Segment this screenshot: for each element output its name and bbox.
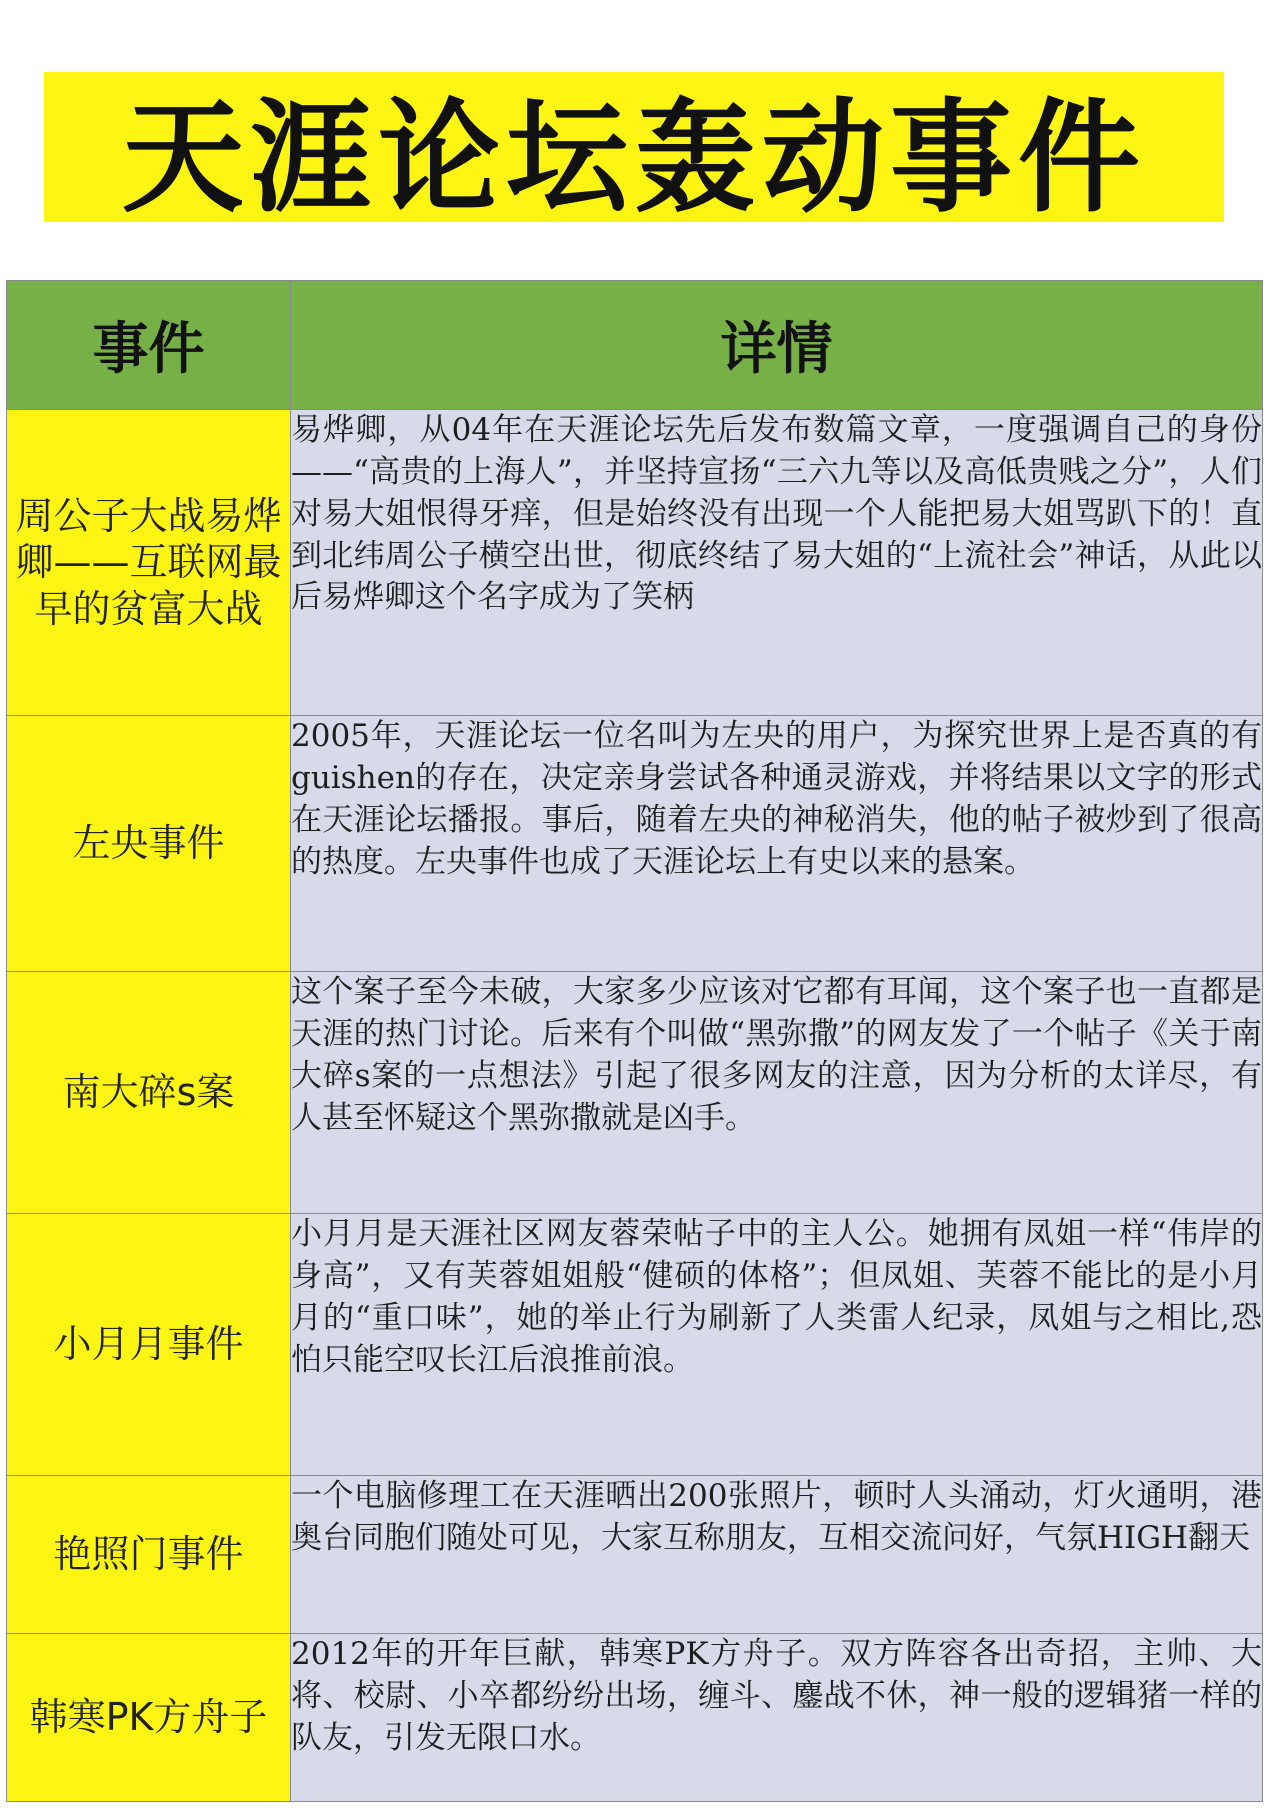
- event-name: 小月月事件: [7, 1214, 291, 1476]
- title-banner: [44, 72, 1224, 229]
- page-title: 天涯论坛轰动事件: [122, 84, 1146, 229]
- event-detail: 这个案子至今未破，大家多少应该对它都有耳闻，这个案子也一直都是天涯的热门讨论。后来有个叫做“黑弥撒”的网友发了一个帖子《关于南大碎s案的一点想法》引起了很多网友的注意，因为分析的太详尽，有人甚至怀疑这个黑弥撒就是凶手。: [291, 972, 1263, 1214]
- event-name: 周公子大战易烨卿——互联网最早的贫富大战: [7, 410, 291, 716]
- event-detail: 小月月是天涯社区网友蓉荣帖子中的主人公。她拥有凤姐一样“伟岸的身高”，又有芙蓉姐姐般“健硕的体格”；但凤姐、芙蓉不能比的是小月月的“重口味”，她的举止行为刷新了人类雷人纪录，凤姐与之相比,恐怕只能空叹长江后浪推前浪。: [291, 1214, 1263, 1476]
- event-detail: 一个电脑修理工在天涯晒出200张照片，顿时人头涌动，灯火通明，港奥台同胞们随处可见，大家互称朋友，互相交流问好，气氛HIGH翻天: [291, 1476, 1263, 1634]
- event-detail: 易烨卿，从04年在天涯论坛先后发布数篇文章，一度强调自己的身份——“高贵的上海人”，并坚持宣扬“三六九等以及高低贵贱之分”，人们对易大姐恨得牙痒，但是始终没有出现一个人能把易大姐骂趴下的！直到北纬周公子横空出世，彻底终结了易大姐的“上流社会”神话，从此以后易烨卿这个名字成为了笑柄: [291, 410, 1263, 716]
- table-row: [7, 716, 1263, 972]
- header-detail: 详情: [291, 281, 1263, 410]
- event-name: 左央事件: [7, 716, 291, 972]
- table-row: [7, 1634, 1263, 1802]
- table-header-row: [7, 281, 1263, 410]
- table-row: [7, 410, 1263, 716]
- events-table: [6, 280, 1263, 1802]
- table-row: [7, 972, 1263, 1214]
- event-name: 南大碎s案: [7, 972, 291, 1214]
- table-row: [7, 1214, 1263, 1476]
- event-detail: 2005年，天涯论坛一位名叫为左央的用户，为探究世界上是否真的有guishen的存在，决定亲身尝试各种通灵游戏，并将结果以文字的形式在天涯论坛播报。事后，随着左央的神秘消失，他的帖子被炒到了很高的热度。左央事件也成了天涯论坛上有史以来的悬案。: [291, 716, 1263, 972]
- table-row: [7, 1476, 1263, 1634]
- event-name: 艳照门事件: [7, 1476, 291, 1634]
- header-event: 事件: [7, 281, 291, 410]
- event-detail: 2012年的开年巨献，韩寒PK方舟子。双方阵容各出奇招，主帅、大将、校尉、小卒都纷纷出场，缠斗、鏖战不休，神一般的逻辑猪一样的队友，引发无限口水。: [291, 1634, 1263, 1802]
- event-name: 韩寒PK方舟子: [7, 1634, 291, 1802]
